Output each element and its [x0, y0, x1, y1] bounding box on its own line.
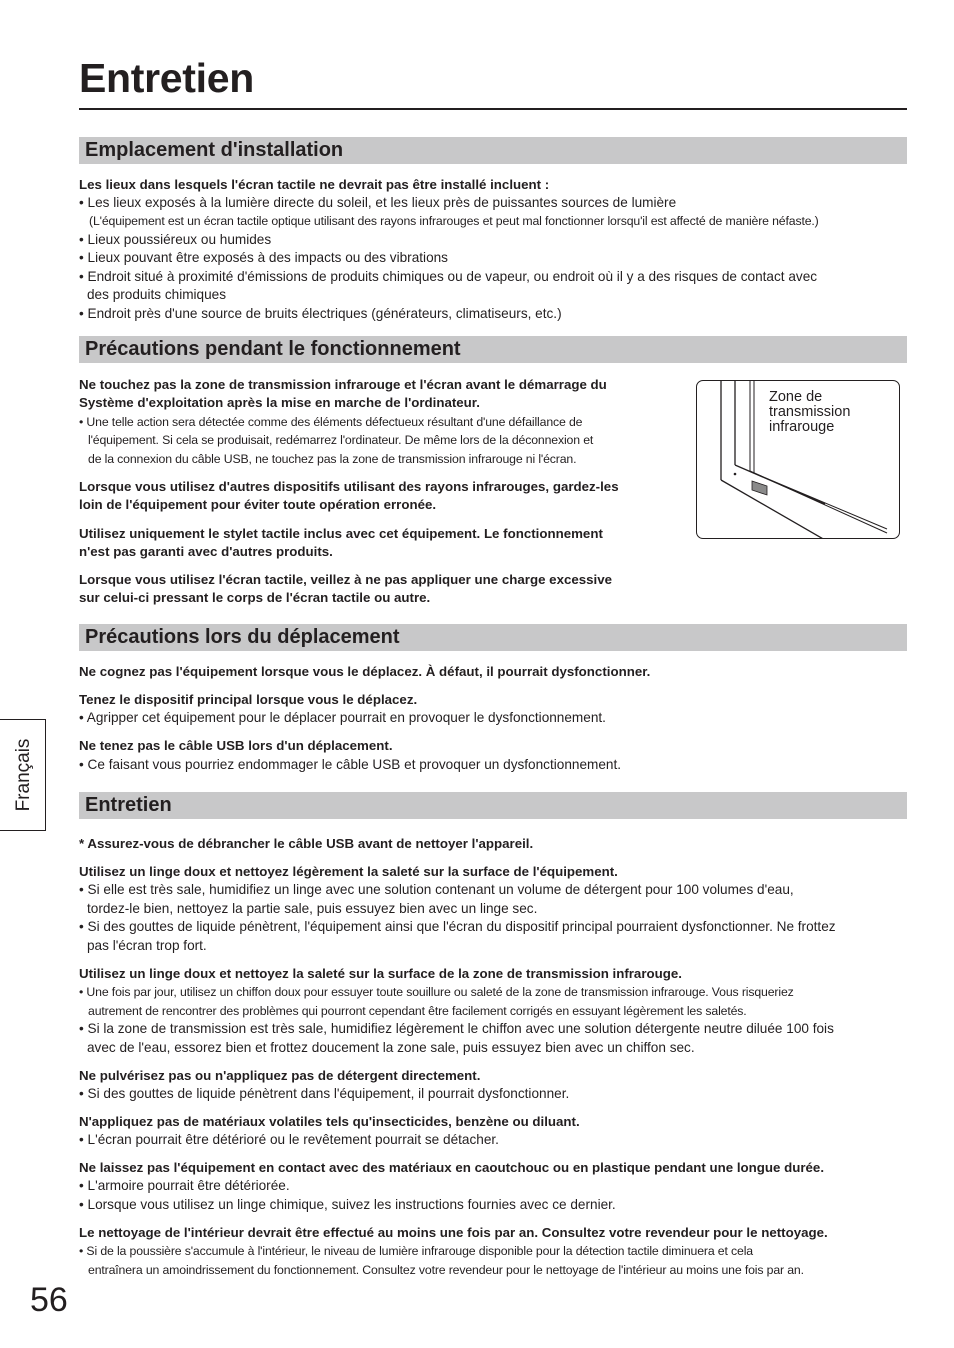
list-item-continuation: avec de l'eau, essorez bien et frottez doucement la zone sale, puis essuyez bien avec un chiffon sec.: [87, 1040, 695, 1055]
list-item-continuation: tordez-le bien, nettoyez la partie sale, puis essuyez bien avec un linge sec.: [87, 901, 538, 916]
maintenance-heading: Utilisez un linge doux et nettoyez la saleté sur la surface de la zone de transmission infrarouge.: [79, 966, 682, 981]
figure-label: [769, 390, 850, 435]
maintenance-heading: N'appliquez pas de matériaux volatiles tels qu'insecticides, benzène ou diluant.: [79, 1114, 580, 1129]
title-divider: [79, 108, 907, 110]
maintenance-heading: Le nettoyage de l'intérieur devrait être effectué au moins une fois par an. Consultez votre revendeur pour le nettoyage.: [79, 1225, 828, 1240]
section-heading-text: Précautions lors du déplacement: [85, 626, 400, 648]
list-item: • Si des gouttes de liquide pénètrent, l'équipement ainsi que l'écran du dispositif principal pourraient dysfonctionner. Ne frottez: [79, 919, 836, 934]
list-item: • Lieux poussiéreux ou humides: [79, 232, 272, 247]
note-text: (L'équipement est un écran tactile optique utilisant des rayons infrarouges et peut mal fonctionner lorsqu'il est affecté de manière néfaste.): [89, 214, 819, 228]
moving-warning: Ne cognez pas l'équipement lorsque vous le déplacez. À défaut, il pourrait dysfonctionner.: [79, 664, 651, 679]
section-heading-text: Entretien: [85, 794, 172, 816]
list-item-continuation: entraînera un amoindrissement du fonctionnement. Consultez votre revendeur pour le nettoyage de l'intérieur au moins une fois par an.: [88, 1263, 804, 1277]
page-number: 56: [30, 1281, 68, 1319]
list-item: • L'armoire pourrait être détériorée.: [79, 1178, 290, 1193]
operation-warning: sur celui-ci pressant le corps de l'écran tactile ou autre.: [79, 590, 431, 605]
page-title: Entretien: [79, 55, 254, 101]
maintenance-heading: Ne pulvérisez pas ou n'appliquez pas de détergent directement.: [79, 1068, 481, 1083]
list-item: • Si des gouttes de liquide pénètrent dans l'équipement, il pourrait dysfonctionner.: [79, 1086, 570, 1101]
list-item: • Les lieux exposés à la lumière directe du soleil, et les lieux près de puissantes sources de lumière: [79, 195, 677, 210]
list-item: • Si la zone de transmission est très sale, humidifiez légèrement le chiffon avec une solution détergente neutre diluée 100 fois: [79, 1021, 834, 1036]
list-item-continuation: de la connexion du câble USB, ne touchez pas la zone de transmission infrarouge ni l'écran.: [88, 452, 577, 466]
list-item: • Une fois par jour, utilisez un chiffon doux pour essuyer toute souillure ou saleté de la zone de transmission infrarouge. Vous risqueriez: [79, 985, 794, 999]
figure-label-line: Zone de: [769, 389, 823, 405]
moving-warning: Ne tenez pas le câble USB lors d'un déplacement.: [79, 738, 393, 753]
installation-intro: Les lieux dans lesquels l'écran tactile ne devrait pas être installé incluent :: [79, 177, 550, 192]
list-item-continuation: pas l'écran trop fort.: [87, 938, 207, 953]
maintenance-note: * Assurez-vous de débrancher le câble USB avant de nettoyer l'appareil.: [79, 836, 534, 851]
operation-warning: n'est pas garanti avec d'autres produits.: [79, 544, 333, 559]
operation-warning: Utilisez uniquement le stylet tactile inclus avec cet équipement. Le fonctionnement: [79, 526, 603, 541]
section-heading-installation: [79, 137, 907, 164]
list-item-continuation: l'équipement. Si cela se produisait, redémarrez l'ordinateur. De même lors de la déconnexion et: [88, 433, 594, 447]
operation-warning: Lorsque vous utilisez l'écran tactile, veillez à ne pas appliquer une charge excessive: [79, 572, 613, 587]
list-item-continuation: des produits chimiques: [87, 287, 227, 302]
section-heading-operation: [79, 336, 907, 363]
list-item: • Lieux pouvant être exposés à des impacts ou des vibrations: [79, 250, 448, 265]
infrared-zone-figure: [696, 380, 900, 539]
list-item: • L'écran pourrait être détérioré ou le revêtement pourrait se détacher.: [79, 1132, 499, 1147]
moving-warning: Tenez le dispositif principal lorsque vous le déplacez.: [79, 692, 418, 707]
maintenance-heading: Utilisez un linge doux et nettoyez légèrement la saleté sur la surface de l'équipement.: [79, 864, 618, 879]
section-heading-maintenance: [79, 792, 907, 819]
operation-warning: Ne touchez pas la zone de transmission infrarouge et l'écran avant le démarrage du: [79, 377, 607, 392]
operation-warning: Lorsque vous utilisez d'autres dispositifs utilisant des rayons infrarouges, gardez-les: [79, 479, 619, 494]
figure-label-line: transmission: [769, 404, 851, 420]
maintenance-heading: Ne laissez pas l'équipement en contact avec des matériaux en caoutchouc ou en plastique pendant une longue durée.: [79, 1160, 825, 1175]
list-item: • Si de la poussière s'accumule à l'intérieur, le niveau de lumière infrarouge disponible pour la détection tactile diminuera et cela: [79, 1244, 753, 1258]
section-heading-moving: [79, 624, 907, 651]
list-item: • Une telle action sera détectée comme des éléments défectueux résultant d'une défaillance de: [79, 415, 583, 429]
language-tab: [0, 719, 46, 831]
list-item: • Lorsque vous utilisez un linge chimique, suivez les instructions fournies avec ce dernier.: [79, 1197, 616, 1212]
list-item: • Endroit situé à proximité d'émissions de produits chimiques ou de vapeur, ou endroit où il y a des risques de contact avec: [79, 269, 818, 284]
section-heading-text: Emplacement d'installation: [85, 139, 344, 161]
operation-warning: loin de l'équipement pour éviter toute opération erronée.: [79, 497, 437, 512]
section-heading-text: Précautions pendant le fonctionnement: [85, 338, 461, 360]
list-item: • Ce faisant vous pourriez endommager le câble USB et provoquer un dysfonctionnement.: [79, 757, 622, 772]
list-item: • Endroit près d'une source de bruits électriques (générateurs, climatiseurs, etc.): [79, 306, 562, 321]
list-item: • Si elle est très sale, humidifiez un linge avec une solution contenant un volume de détergent pour 100 volumes d'eau,: [79, 882, 794, 897]
language-tab-label: Français: [13, 738, 34, 812]
list-item-continuation: autrement de rencontrer des problèmes qui pourront cependant être facilement corrigés en essuyant légèrement les saletés.: [88, 1004, 747, 1018]
operation-warning: Système d'exploitation après la mise en marche de l'ordinateur.: [79, 395, 480, 410]
list-item: • Agripper cet équipement pour le déplacer pourrait en provoquer le dysfonctionnement.: [79, 710, 606, 725]
figure-label-line: infrarouge: [769, 419, 835, 435]
